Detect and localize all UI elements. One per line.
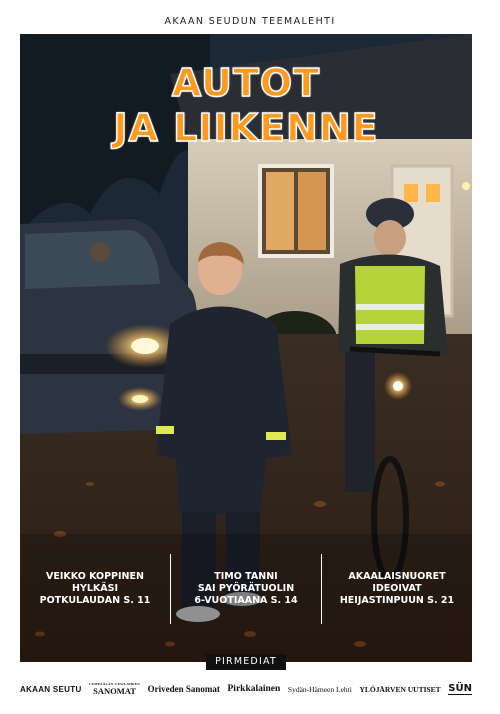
publication-logos <box>20 680 472 698</box>
logo-oriveden-sanomat: Oriveden Sanomat <box>147 684 220 694</box>
logo-sydan-hameen-lehti: Sydän-Hämeen Lehti <box>287 684 352 694</box>
logo-sun: SÜN <box>448 682 472 694</box>
logo-pirkkalainen: Pirkkalainen <box>227 684 281 694</box>
cover-photo <box>20 34 472 662</box>
teaser-row <box>20 554 472 624</box>
logo-lempaala-sanomat <box>89 683 140 695</box>
logo-lempaala-small: LEMPÄÄLÄN-VESILAHDEN <box>89 682 141 686</box>
title-line-1: AUTOT <box>171 61 321 105</box>
logo-lempaala-main: SANOMAT <box>93 685 136 696</box>
kicker: AKAAN SEUDUN TEEMALEHTI <box>164 16 336 27</box>
title-line-2: JA LIIKENNE <box>113 106 379 150</box>
teaser-koppinen[interactable]: VEIKKO KOPPINEN HYLKÄSI POTKULAUDAN S. 11 <box>39 571 151 606</box>
logo-akaan-seutu: AKAAN SEUTU <box>20 684 82 694</box>
teaser-tanni[interactable]: TIMO TANNI SAI PYÖRÄTUOLIN 6-VUOTIAANA S. 14 <box>170 554 321 624</box>
logo-ylojarven-uutiset: YLÖJÄRVEN UUTISET <box>359 684 441 694</box>
publisher-badge: PIRMEDIAT <box>206 654 286 670</box>
teaser-heijastinpuu[interactable]: AKAALAISNUORET IDEOIVAT HEIJASTINPUUN S. 21 <box>321 554 472 624</box>
